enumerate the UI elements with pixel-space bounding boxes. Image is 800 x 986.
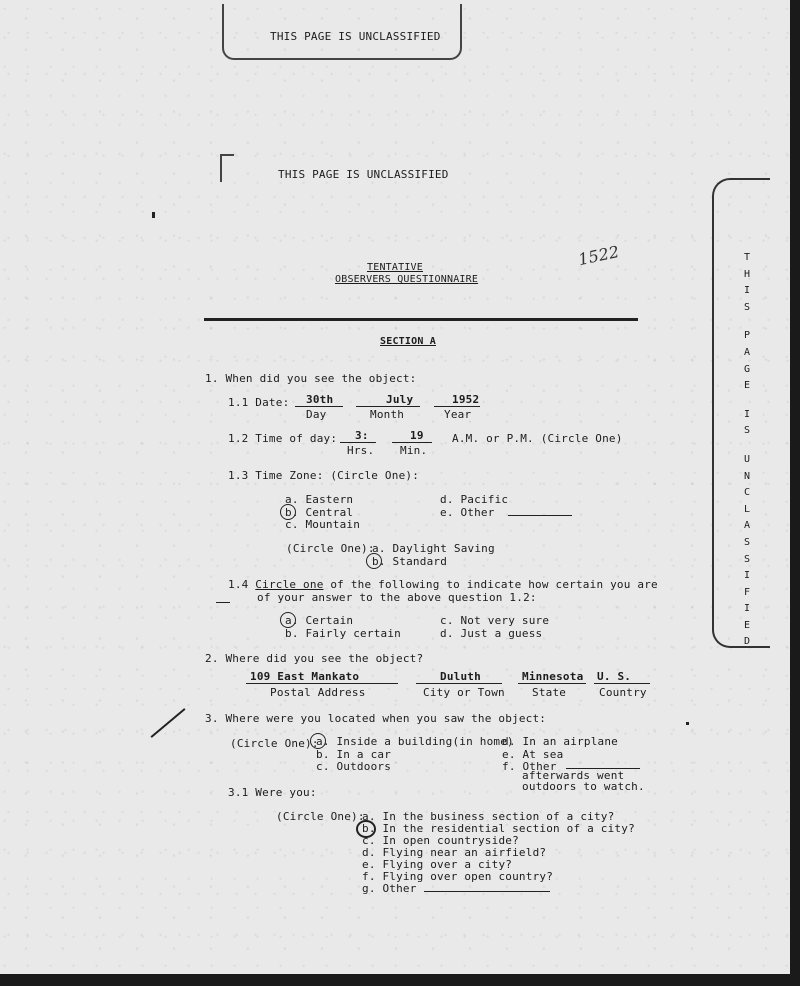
address-value: 109 East Mankato: [250, 670, 360, 683]
side-stamp-letter: I: [743, 408, 751, 420]
were-you-option-e: e. Flying over a city?: [362, 858, 513, 871]
time-min-label: Min.: [400, 444, 428, 457]
date-year-line: [434, 406, 480, 407]
city-label: City or Town: [423, 686, 505, 699]
question-3: 3. Where were you located when you saw the object:: [205, 712, 547, 725]
city-value: Duluth: [440, 670, 481, 683]
date-year-label: Year: [444, 408, 472, 421]
time-hrs-line: [340, 442, 376, 443]
date-month-value: July: [386, 393, 414, 406]
side-stamp-letter: S: [743, 536, 751, 548]
margin-dash: [216, 602, 230, 603]
tz-option-a: a. Eastern: [285, 493, 354, 506]
state-value: Minnesota: [522, 670, 584, 683]
handwritten-page-number: 1522: [576, 241, 622, 270]
were-you-circle-one: (Circle One):: [276, 810, 365, 823]
scan-speck: [152, 212, 155, 218]
were-you-option-c: c. In open countryside?: [362, 834, 519, 847]
location-option-a: a. Inside a building(in home): [316, 735, 514, 748]
certainty-option-a: a. Certain: [285, 614, 354, 627]
date-month-line: [356, 406, 420, 407]
address-line: [246, 683, 398, 684]
side-stamp-letter: I: [743, 570, 751, 582]
inner-banner: THIS PAGE IS UNCLASSIFIED: [278, 168, 449, 181]
side-stamp-letter: E: [743, 380, 751, 392]
tz-option-d: d. Pacific: [440, 493, 509, 506]
side-stamp-letter: S: [743, 553, 751, 565]
date-day-line: [295, 406, 343, 407]
tz-other-line: [508, 515, 572, 516]
margin-scribble: [151, 708, 186, 738]
date-day-value: 30th: [306, 393, 334, 406]
q1-4-label: [228, 578, 658, 591]
location-option-d: d. In an airplane: [502, 735, 618, 748]
side-stamp-letter: P: [743, 330, 751, 342]
q1-1-label: 1.1 Date:: [228, 396, 290, 409]
were-you-option-d: d. Flying near an airfield?: [362, 846, 547, 859]
side-stamp-letter: I: [743, 285, 751, 297]
were-you-other-line: [424, 891, 550, 892]
side-stamp-letter: U: [743, 453, 751, 465]
side-stamp-letter: F: [743, 586, 751, 598]
were-you-option-f: f. Flying over open country?: [362, 870, 554, 883]
were-you-option-a: a. In the business section of a city?: [362, 810, 615, 823]
title-tentative: TENTATIVE: [367, 262, 423, 273]
side-stamp-letter: T: [743, 252, 751, 263]
location-option-e: e. At sea: [502, 748, 564, 761]
city-line: [416, 683, 502, 684]
side-stamp: [740, 250, 754, 651]
country-label: Country: [599, 686, 647, 699]
scan-speck: [686, 722, 689, 725]
certainty-option-d: d. Just a guess: [440, 627, 543, 640]
location-other-answer-1: afterwards went: [522, 769, 625, 782]
location-option-c: c. Outdoors: [316, 760, 392, 773]
were-you-option-b: b. In the residential section of a city?: [362, 822, 635, 835]
time-min-line: [392, 442, 432, 443]
tz-option-c: c. Mountain: [285, 518, 361, 531]
date-month-label: Month: [370, 408, 405, 421]
tz-option-b: b. Central: [285, 506, 354, 519]
side-stamp-letter: D: [743, 636, 751, 648]
question-1: 1. When did you see the object:: [205, 372, 417, 385]
side-stamp-letter: E: [743, 619, 751, 631]
side-stamp-letter: S: [743, 425, 751, 437]
side-stamp-letter: H: [743, 268, 751, 280]
certainty-circled-a: [280, 612, 296, 628]
certainty-option-b: b. Fairly certain: [285, 627, 401, 640]
side-stamp-letter: C: [743, 487, 751, 499]
location-other-answer-2: outdoors to watch.: [522, 780, 645, 793]
country-value: U. S.: [597, 670, 632, 683]
side-stamp-letter: N: [743, 470, 751, 482]
section-divider: [204, 318, 638, 321]
title-questionnaire: OBSERVERS QUESTIONNAIRE: [335, 274, 479, 285]
ds-circled-b: [366, 553, 382, 569]
ds-option-b: b. Standard: [372, 555, 448, 568]
ds-circle-one: (Circle One):: [286, 542, 375, 555]
location-circle-one: (Circle One):: [230, 737, 319, 750]
q1-4-line2: of your answer to the above question 1.2:: [257, 591, 537, 604]
side-stamp-letter: A: [743, 520, 751, 532]
side-stamp-letter: I: [743, 603, 751, 615]
q1-4-number: 1.4: [228, 578, 249, 591]
tz-option-e: e. Other: [440, 506, 495, 519]
were-you-option-g: g. Other: [362, 882, 417, 895]
country-line: [594, 683, 650, 684]
q3-1-label: 3.1 Were you:: [228, 786, 317, 799]
question-2: 2. Where did you see the object?: [205, 652, 424, 665]
side-stamp-letter: S: [743, 301, 751, 313]
q1-4-circle-one: Circle one: [255, 578, 324, 591]
section-heading: SECTION A: [380, 336, 436, 347]
ds-option-a: a. Daylight Saving: [372, 542, 495, 555]
location-circled-a: [310, 733, 326, 749]
time-min-value: 19: [410, 429, 424, 442]
q1-3-label: 1.3 Time Zone: (Circle One):: [228, 469, 420, 482]
side-stamp-letter: L: [743, 503, 751, 515]
state-line: [518, 683, 586, 684]
q1-2-label: 1.2 Time of day:: [228, 432, 338, 445]
address-label: Postal Address: [270, 686, 366, 699]
q1-4-rest: of the following to indicate how certain you are: [330, 578, 658, 591]
location-option-f: f. Other: [502, 760, 557, 773]
time-hrs-value: 3:: [355, 429, 369, 442]
side-stamp-letter: A: [743, 346, 751, 358]
date-day-label: Day: [306, 408, 327, 421]
date-year-value: 1952: [452, 393, 480, 406]
inner-banner-bracket: [220, 154, 234, 182]
certainty-option-c: c. Not very sure: [440, 614, 550, 627]
state-label: State: [532, 686, 567, 699]
side-stamp-letter: G: [743, 363, 751, 375]
location-option-b: b. In a car: [316, 748, 392, 761]
time-hrs-label: Hrs.: [347, 444, 375, 457]
top-banner: THIS PAGE IS UNCLASSIFIED: [270, 30, 441, 43]
time-ampm-text: A.M. or P.M. (Circle One): [452, 432, 623, 445]
